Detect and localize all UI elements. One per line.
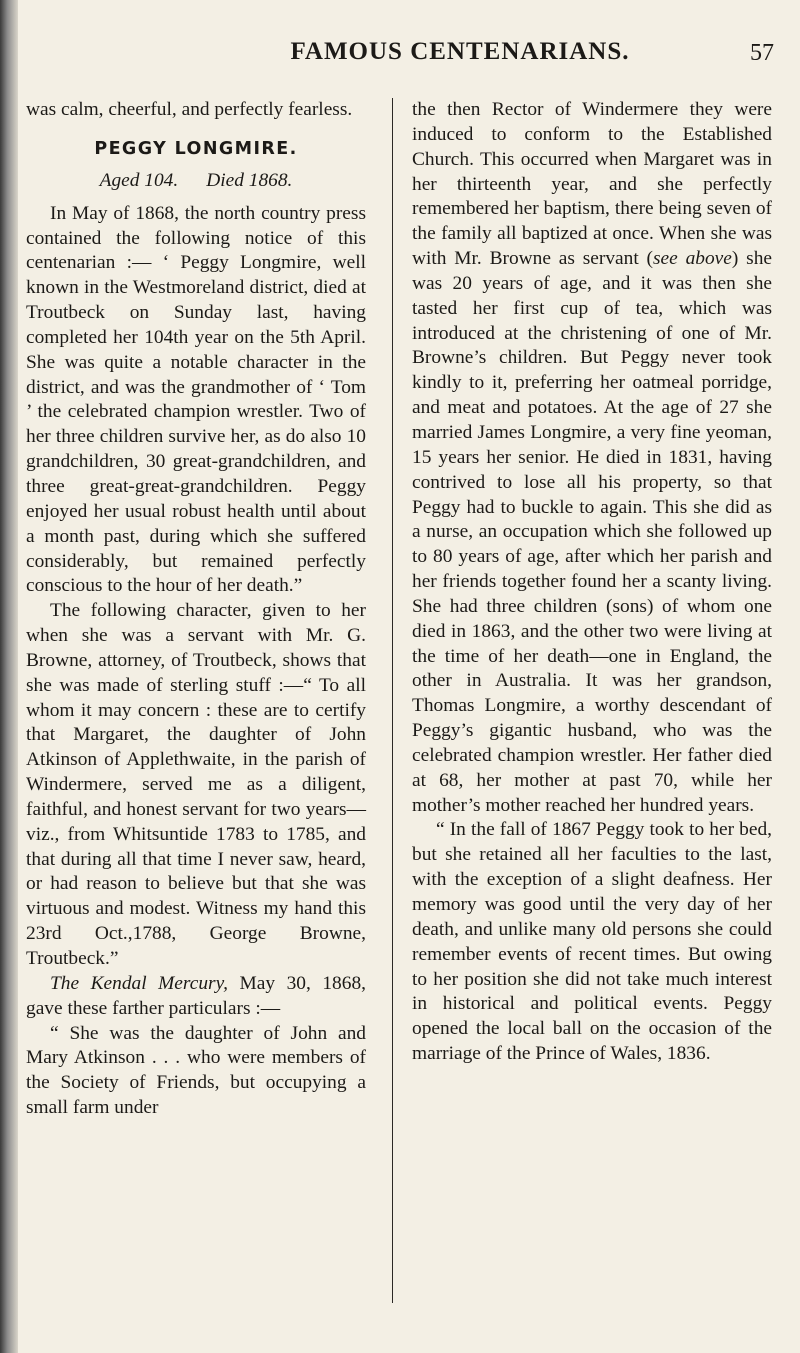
- right-column: [412, 98, 772, 1067]
- paragraph-quote-start: “ She was the daughter of John and Mary Atkinson . . . who were members of the Society of Friends, but occupying a small farm under: [26, 1022, 366, 1119]
- column-divider: [392, 98, 393, 1303]
- aged-label: Aged 104.: [99, 169, 179, 191]
- page-number: 57: [750, 40, 774, 66]
- paragraph-continued: [412, 98, 772, 818]
- see-above-reference: see above: [653, 248, 732, 270]
- running-title: FAMOUS CENTENARIANS.: [290, 38, 630, 65]
- paragraph-continued-text: the then Rector of Windermere they were induced to conform to the Established Church. This occurred when Margaret was in her thirteenth year, and she perfectly remembered her baptism, there being seven of the family all baptized at once. When she was with Mr. Browne as servant (: [412, 99, 772, 270]
- binding-gutter: [0, 0, 18, 1353]
- opening-paragraph: was calm, cheerful, and perfectly fearless.: [26, 99, 353, 120]
- left-column: [26, 98, 366, 1121]
- paragraph-character: The following character, given to her when she was a servant with Mr. G. Browne, attorney, of Troutbeck, shows that she was made of sterling stuff :—“ To all whom it may concern : these are to certify that Margaret, the daughter of John Atkinson of Applethwaite, in the parish of Windermere, served me as a diligent, faithful, and honest servant for two years—viz., from Whitsuntide 1783 to 1785, and that during all that time I never saw, heard, or had reason to believe but that she was virtuous and modest. Witness my hand this 23rd Oct.,1788, George Browne, Troutbeck.”: [26, 600, 366, 969]
- paragraph-kendal-mercury-text: May 30, 1868, gave these farther particulars :—: [26, 972, 366, 1019]
- paragraph-kendal-mercury: [26, 972, 366, 1022]
- paragraph-notice: In May of 1868, the north country press contained the following notice of this centenarian :— ‘ Peggy Longmire, well known in the Westmoreland district, died at Troutbeck on Sunday last, having completed her 104th year on the 5th April. She was quite a notable character in the district, and was the grandmother of ‘ Tom ’ the celebrated champion wrestler. Two of her three children survive her, as do also 10 grandchildren, 30 great-grandchildren, and three great-great-grandchildren. Peggy enjoyed her usual robust health until about a month past, during which she suffered considerably, but remained perfectly conscious to the hour of her death.”: [26, 202, 366, 597]
- section-heading: PEGGY LONGMIRE.: [94, 138, 298, 159]
- newspaper-title: The Kendal Mercury,: [50, 972, 228, 994]
- died-label: Died 1868.: [206, 169, 293, 191]
- paragraph-continued-rest: ) she was 20 years of age, and it was then she tasted her first cup of tea, which was introduced at the christening of one of Mr. Browne’s children. But Peggy never took kindly to it, preferring her oatmeal porridge, and meat and potatoes. At the age of 27 she married James Longmire, a very fine yeoman, 15 years her senior. He died in 1831, having contrived to lose all his property, so that Peggy had to buckle to again. This she did as a nurse, an occupation which she followed up to 80 years of age, after which her parish and her friends together found her a scanty living. She had three children (sons) of whom one died in 1863, and the other two were living at the time of her death—one in England, the other in Australia. It was her grandson, Thomas Longmire, a worthy descendant of Peggy’s gigantic husband, who was the celebrated champion wrestler. Her father died at 68, her mother at past 70, while her mother’s mother reached her hundred years.: [412, 248, 773, 816]
- section-subheading: [26, 169, 366, 194]
- paragraph-final: “ In the fall of 1867 Peggy took to her bed, but she retained all her faculties to the last, with the exception of a slight deafness. Her memory was good until the very day of her death, and unlike many old persons she could remember events of recent times. But owing to her position she did not take much interest in historical and political events. Peggy opened the local ball on the occasion of the marriage of the Prince of Wales, 1836.: [412, 819, 772, 1065]
